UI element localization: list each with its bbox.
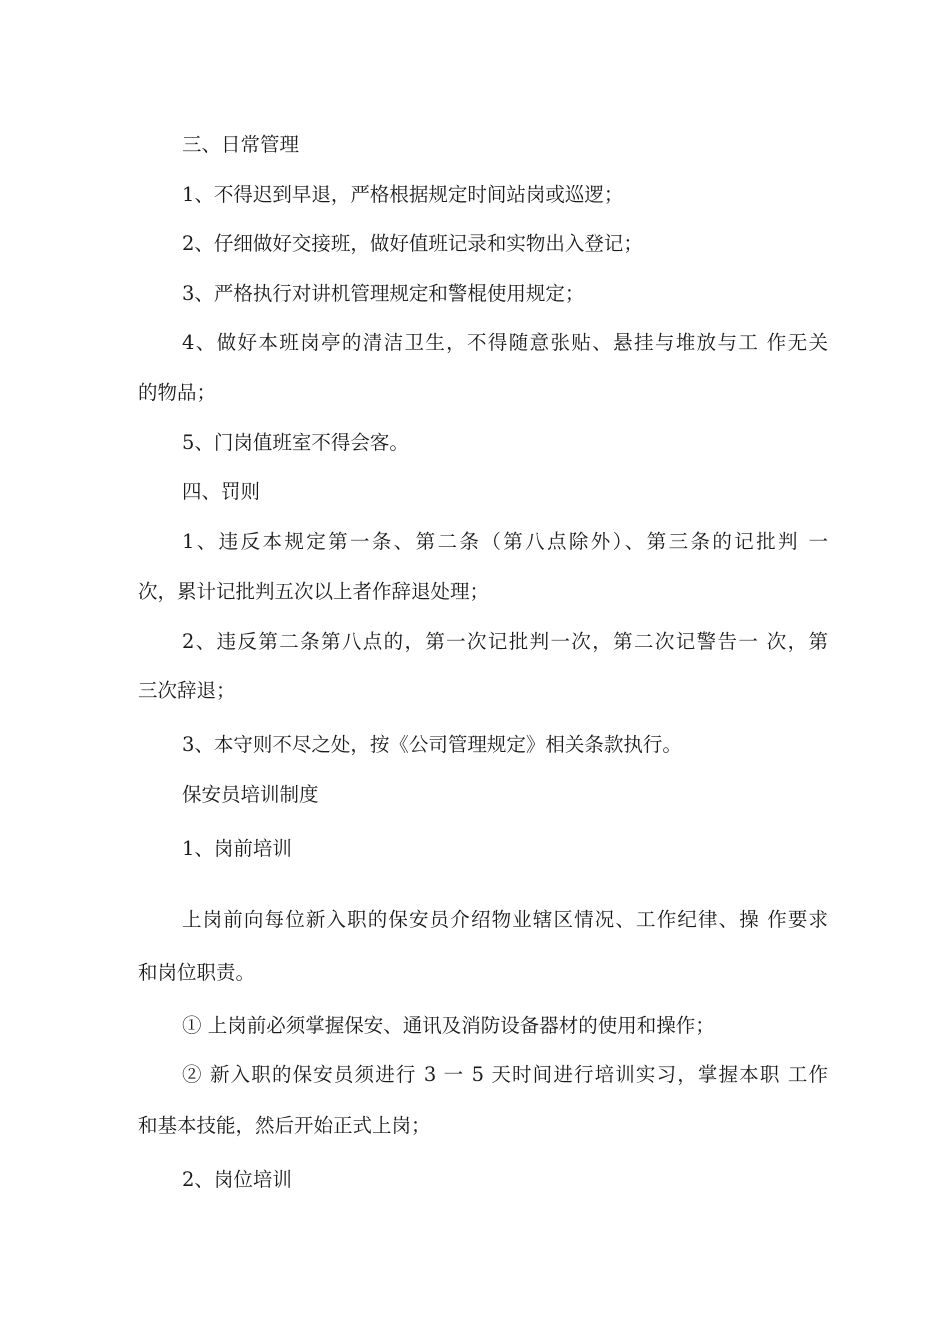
- paragraph-line: 3、本守则不尽之处，按《公司管理规定》相关条款执行。: [182, 733, 682, 756]
- paragraph-line: 3、严格执行对讲机管理规定和警棍使用规定；: [182, 282, 585, 305]
- paragraph-line: 和岗位职责。: [138, 961, 256, 984]
- paragraph-line: 1、不得迟到早退，严格根据规定时间站岗或巡逻；: [182, 183, 624, 206]
- paragraph-line: 的物品；: [138, 381, 217, 404]
- paragraph-line: 5、门岗值班室不得会客。: [182, 431, 409, 454]
- subsection-heading: 1、岗前培训: [182, 837, 292, 860]
- paragraph-line: 2、违反第二条第八点的，第一次记批判一次，第二次记警告一 次，第: [182, 630, 828, 653]
- paragraph-line: 2、仔细做好交接班，做好值班记录和实物出入登记；: [182, 232, 643, 255]
- section-heading-daily-management: 三、日常管理: [182, 133, 300, 156]
- paragraph-line: 和基本技能，然后开始正式上岗；: [138, 1114, 431, 1137]
- paragraph-line: 上岗前向每位新入职的保安员介绍物业辖区情况、工作纪律、操 作要求: [182, 908, 828, 931]
- section-heading-penalties: 四、罚则: [182, 480, 261, 503]
- paragraph-line: 1、违反本规定第一条、第二条（第八点除外）、第三条的记批判 一: [182, 530, 828, 553]
- paragraph-line: 次，累计记批判五次以上者作辞退处理；: [138, 580, 490, 603]
- list-item: ② 新入职的保安员须进行 3 一 5 天时间进行培训实习，掌握本职 工作: [182, 1063, 828, 1086]
- paragraph-line: 三次辞退；: [138, 679, 236, 702]
- subsection-heading: 2、岗位培训: [182, 1168, 292, 1191]
- section-heading-training: 保安员培训制度: [182, 783, 319, 806]
- paragraph-line: 4、做好本班岗亭的清洁卫生，不得随意张贴、悬挂与堆放与工 作无关: [182, 331, 828, 354]
- list-item: ① 上岗前必须掌握保安、通讯及消防设备器材的使用和操作；: [182, 1014, 715, 1037]
